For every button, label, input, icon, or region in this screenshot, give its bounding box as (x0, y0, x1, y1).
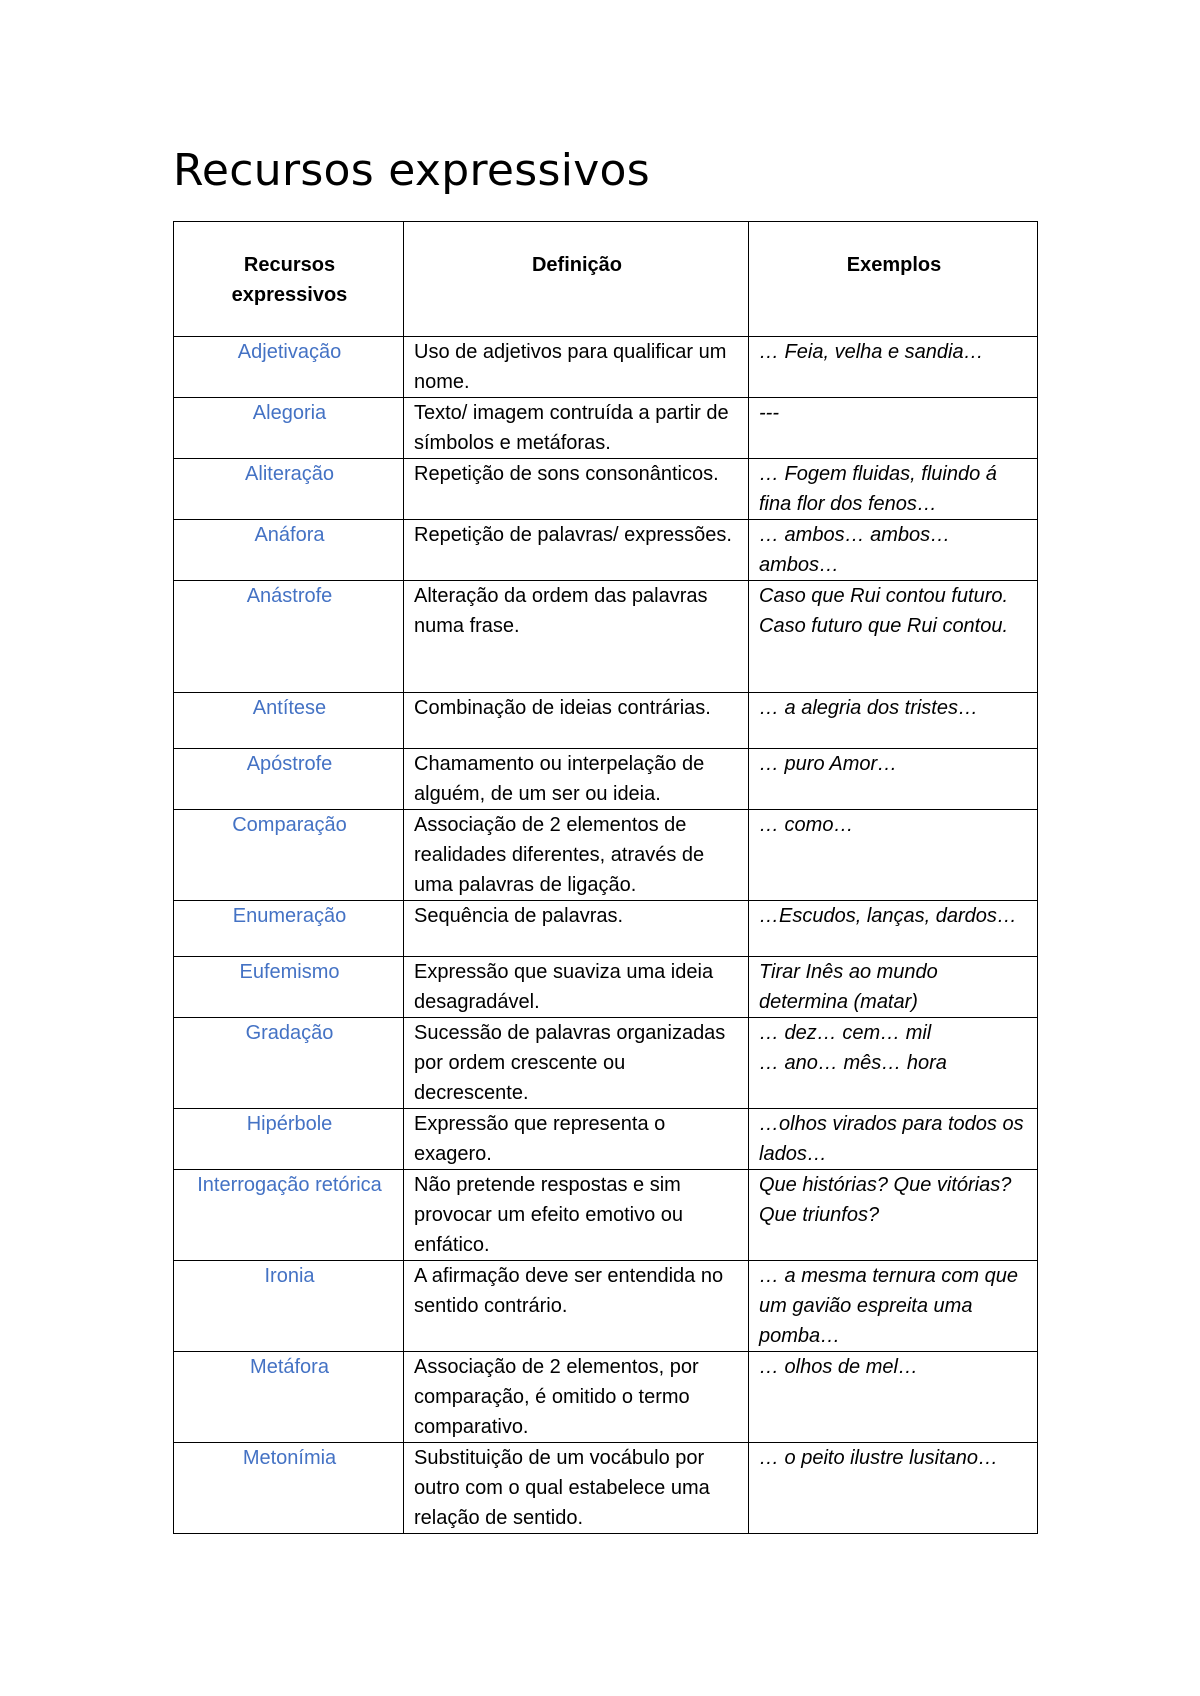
table-row (174, 520, 1038, 581)
resource-term: Antítese (174, 693, 404, 749)
example-line: … olhos de mel… (759, 1356, 918, 1378)
resource-example (749, 1352, 1038, 1443)
resource-term: Anáfora (174, 520, 404, 581)
resource-example (749, 810, 1038, 901)
resource-term: Apóstrofe (174, 749, 404, 810)
example-line: … Feia, velha e sandia… (759, 341, 984, 363)
example-line: … Fogem fluidas, fluindo á fina flor dos fenos… (759, 463, 997, 515)
table-row (174, 1109, 1038, 1170)
resource-definition: Texto/ imagem contruída a partir de símbolos e metáforas. (404, 398, 749, 459)
resource-example (749, 1261, 1038, 1352)
resource-definition: Expressão que suaviza uma ideia desagradável. (404, 957, 749, 1018)
resource-definition: Substituição de um vocábulo por outro com o qual estabelece uma relação de sentido. (404, 1443, 749, 1534)
resource-example (749, 693, 1038, 749)
resource-term: Metonímia (174, 1443, 404, 1534)
example-line: … ano… mês… hora (759, 1052, 947, 1074)
resource-definition: Sucessão de palavras organizadas por ordem crescente ou decrescente. (404, 1018, 749, 1109)
resource-example (749, 1443, 1038, 1534)
resource-term: Aliteração (174, 459, 404, 520)
table-row (174, 337, 1038, 398)
table-row (174, 1261, 1038, 1352)
example-line: … puro Amor… (759, 753, 898, 775)
table-row (174, 1170, 1038, 1261)
example-line: … a alegria dos tristes… (759, 697, 978, 719)
header-definicao: Definição (404, 222, 749, 337)
example-line: Caso que Rui contou futuro. (759, 585, 1009, 607)
resource-definition: Chamamento ou interpelação de alguém, de um ser ou ideia. (404, 749, 749, 810)
resource-example (749, 901, 1038, 957)
table-row (174, 459, 1038, 520)
resource-term: Adjetivação (174, 337, 404, 398)
example-line: … o peito ilustre lusitano… (759, 1447, 999, 1469)
resource-definition: Associação de 2 elementos, por comparação, é omitido o termo comparativo. (404, 1352, 749, 1443)
resource-term: Enumeração (174, 901, 404, 957)
table-row (174, 398, 1038, 459)
example-line: … a mesma ternura com que um gavião espreita uma pomba… (759, 1265, 1018, 1347)
resource-term: Anástrofe (174, 581, 404, 693)
example-line: Caso futuro que Rui contou. (759, 615, 1009, 637)
resource-definition: Repetição de sons consonânticos. (404, 459, 749, 520)
table-row (174, 749, 1038, 810)
resource-term: Metáfora (174, 1352, 404, 1443)
resource-definition: Combinação de ideias contrárias. (404, 693, 749, 749)
example-line: --- (759, 402, 779, 424)
table-row (174, 581, 1038, 693)
resource-term: Comparação (174, 810, 404, 901)
resource-definition: Repetição de palavras/ expressões. (404, 520, 749, 581)
table-body (174, 337, 1038, 1534)
resources-table (173, 221, 1038, 1534)
example-line: …Escudos, lanças, dardos… (759, 905, 1017, 927)
table-row (174, 957, 1038, 1018)
resource-term: Hipérbole (174, 1109, 404, 1170)
resource-example (749, 520, 1038, 581)
resource-definition: Expressão que representa o exagero. (404, 1109, 749, 1170)
resource-example (749, 1109, 1038, 1170)
resource-term: Ironia (174, 1261, 404, 1352)
table-row (174, 693, 1038, 749)
resource-example (749, 398, 1038, 459)
resource-example (749, 1018, 1038, 1109)
resource-term: Eufemismo (174, 957, 404, 1018)
resource-definition: A afirmação deve ser entendida no sentido contrário. (404, 1261, 749, 1352)
table-row (174, 901, 1038, 957)
example-line: …olhos virados para todos os lados… (759, 1113, 1024, 1165)
example-line: … como… (759, 814, 854, 836)
resource-definition: Uso de adjetivos para qualificar um nome. (404, 337, 749, 398)
resource-term: Alegoria (174, 398, 404, 459)
resource-example (749, 957, 1038, 1018)
header-recursos: Recursos expressivos (174, 222, 404, 337)
resource-definition: Sequência de palavras. (404, 901, 749, 957)
resource-definition: Alteração da ordem das palavras numa frase. (404, 581, 749, 693)
resource-definition: Não pretende respostas e sim provocar um efeito emotivo ou enfático. (404, 1170, 749, 1261)
table-row (174, 1018, 1038, 1109)
example-line: … dez… cem… mil (759, 1022, 932, 1044)
example-line: … ambos… ambos… ambos… (759, 524, 951, 576)
resource-example (749, 459, 1038, 520)
resource-example (749, 337, 1038, 398)
resource-example (749, 749, 1038, 810)
header-exemplos: Exemplos (749, 222, 1038, 337)
resource-definition: Associação de 2 elementos de realidades diferentes, através de uma palavras de ligação. (404, 810, 749, 901)
page-title: Recursos expressivos (173, 145, 651, 196)
table-row (174, 810, 1038, 901)
table-row (174, 1443, 1038, 1534)
example-line: Tirar Inês ao mundo determina (matar) (759, 961, 938, 1013)
resource-term: Interrogação retórica (174, 1170, 404, 1261)
table-row (174, 1352, 1038, 1443)
resource-term: Gradação (174, 1018, 404, 1109)
example-line: Que histórias? Que vitórias? Que triunfos? (759, 1174, 1012, 1226)
resource-example (749, 1170, 1038, 1261)
resource-example (749, 581, 1038, 693)
table-header-row (174, 222, 1038, 337)
